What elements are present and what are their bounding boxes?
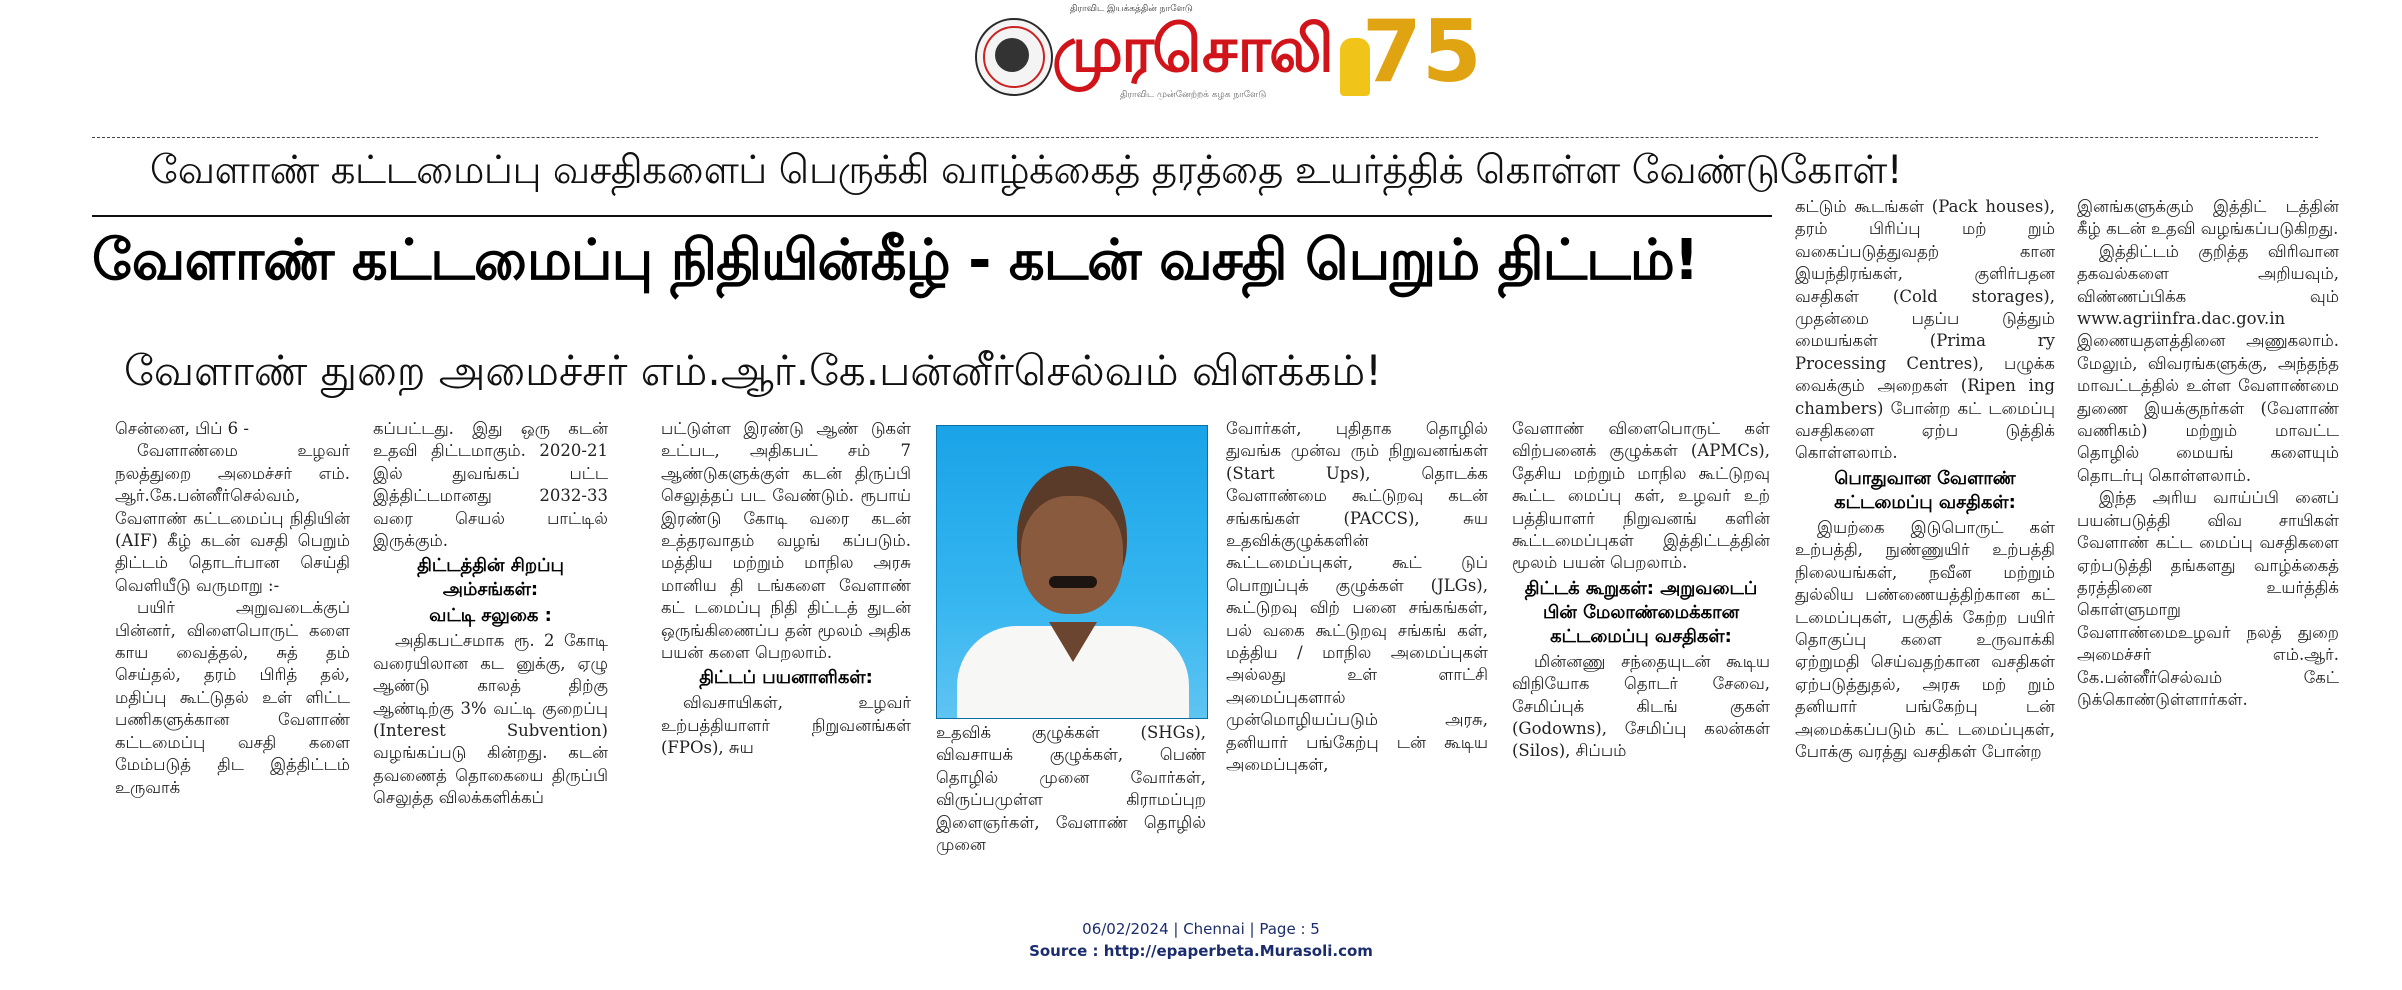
section-heading: வட்டி சலுகை : [429, 605, 552, 627]
article-column-3 [661, 418, 911, 760]
paragraph: பயிர் அறுவடைக்குப் பின்னர், விளைபொருட் களை காய வைத்தல், சுத் தம் செய்தல், தரம் பிரித் தல், மதிப்பு கூட்டுதல் உள் ளிட்ட பணிகளுக்கான வேளாண் கட்டமைப்பு வசதி களை மேம்படுத் திட இத்திட்டம் உருவாக் [115, 598, 350, 797]
paragraph: விவசாயிகள், உழவர் உற்பத்தியாளர் நிறுவனங்கள் (FPOs), சுய [661, 693, 911, 758]
section-heading: திட்டப் பயனாளிகள்: [699, 667, 873, 689]
masthead-subtitle: திராவிட முன்னேற்றக் கழக நாளேடு [1120, 90, 1267, 100]
paragraph: கட்டும் கூடங்கள் (Pack houses), தரம் பிரிப்பு மற் றும் வகைப்படுத்துவதற் கான இயந்திரங்கள், குளிர்பதன வசதிகள் (Cold storages), முதன்மை பதப்ப டுத்தும் மையங்கள் (Prima ry Processing Centres), பழுக்க வைக்கும் அறைகள் (Ripen ing chambers) போன்ற கட் டமைப்பு வசதிகளை ஏற்ப டுத்திக் கொள்ளலாம். [1795, 197, 2055, 463]
masthead-tagline: திராவிட இயக்கத்தின் நாளேடு [1070, 4, 1193, 14]
paragraph: பட்டுள்ள இரண்டு ஆண் டுகள் உட்பட, அதிகபட் சம் 7 ஆண்டுகளுக்குள் கடன் திருப்பி செலுத்தப் பட வேண்டும். ரூபாய் இரண்டு கோடி வரை கடன் உத்தரவாதம் வழங் கப்படும். மத்திய மற்றும் மாநில அரசு மானிய தி டங்களை வேளாண் கட் டமைப்பு நிதி திட்டத் துடன் ஒருங்கிணைப்ப தன் மூலம் அதிக பயன் களை பெறலாம். [661, 419, 911, 663]
article-column-6 [1512, 418, 1770, 763]
kicker-divider [92, 215, 1772, 217]
article-column-1 [115, 418, 350, 799]
newspaper-logo: முரசொலி [1052, 13, 1332, 87]
paragraph: இயற்கை இடுபொருட் கள் உற்பத்தி, நுண்ணுயிர் உற்பத்தி நிலையங்கள், நவீன மற்றும் துல்லிய பண்ணையத்திற்கான கட் டமைப்புகள், பகுதிக் கேற்ற பயிர் தொகுப்பு களை உருவாக்கி ஏற்றுமதி செய்வதற்கான வசதிகள் ஏற்படுத்துதல், அரசு மற் றும் தனியார் பங்கேற்பு டன் அமைக்கப்படும் கட் டமைப்புகள், போக்கு வரத்து வசதிகள் போன்ற [1795, 517, 2055, 761]
paragraph: இந்த அரிய வாய்ப்பி னைப் பயன்படுத்தி விவ சாயிகள் வேளாண் கட்ட மைப்பு வசதிகளை ஏற்படுத்தி தங்களது வாழ்க்கைத் தரத்தினை உயர்த்திக் கொள்ளுமாறு வேளாண்மைஉழவர் நலத் துறை அமைச்சர் எம்.ஆர். கே.பன்னீர்செல்வம் கேட் டுக்கொண்டுள்ளார்கள். [2077, 488, 2339, 709]
paragraph: வேளாண் விளைபொருட் கள் விற்பனைக் குழுக்கள் (APMCs), தேசிய மற்றும் மாநில கூட்டுறவு கூட்ட மைப்பு கள், உழவர் உற் பத்தியாளர் நிறுவனங் களின் கூட்டமைப்புகள் இத்திட்டத்தின் மூலம் பயன் பெறலாம். [1512, 419, 1770, 573]
article-column-2 [373, 418, 608, 810]
paragraph: மின்னணு சந்தையுடன் கூடிய விநியோக தொடர் சேவை, சேமிப்புக் கிடங் குகள் (Godowns), சேமிப்பு கலன்கள் (Silos), சிப்பம் [1512, 651, 1770, 761]
minister-photo [936, 425, 1208, 719]
section-heading: திட்டத்தின் சிறப்பு அம்சங்கள்: [417, 555, 564, 601]
section-heading: பொதுவான வேளாண் கட்டமைப்பு வசதிகள்: [1834, 467, 2016, 513]
page-date-info: 06/02/2024 | Chennai | Page : 5 [1082, 920, 1320, 938]
paragraph: கப்பட்டது. இது ஒரு கடன் உதவி திட்டமாகும். 2020-21 இல் துவங்கப் பட்ட இத்திட்டமானது 2032-33 வரை செயல் பாட்டில் இருக்கும். [373, 419, 608, 551]
anniversary-badge: 75 [1362, 2, 1482, 102]
article-subhead: வேளாண் துறை அமைச்சர் எம்.ஆர்.கே.பன்னீர்செல்வம் விளக்கம்! [124, 346, 1382, 395]
section-heading: திட்டக் கூறுகள்: அறுவடைப் பின் மேலாண்மைக்கான கட்டமைப்பு வசதிகள்: [1524, 577, 1758, 647]
paragraph: இத்திட்டம் குறித்த விரிவான தகவல்களை அறியவும், விண்ணப்பிக்க வும் www.agriinfra.dac.gov.in இணையதளத்தினை அணுகலாம். மேலும், விவரங்களுக்கு, அந்தந்த மாவட்டத்தில் உள்ள வேளாண்மை துணை இயக்குநர்கள் (வேளாண் வணிகம்) மற்றும் மாவட்ட தொழில் மையங் களையும் தொடர்பு கொள்ளலாம். [2077, 241, 2339, 485]
paragraph: உதவிக் குழுக்கள் (SHGs), விவசாயக் குழுக்கள், பெண் தொழில் முனை வோர்கள், விருப்பமுள்ள கிராமப்புற இளைஞர்கள், வேளாண் தொழில் முனை [936, 723, 1206, 855]
paragraph: இனங்களுக்கும் இத்திட் டத்தின் கீழ் கடன் உதவி வழங்கப்படுகிறது. [2077, 197, 2339, 239]
article-column-4 [936, 722, 1206, 856]
masthead-divider [92, 137, 2318, 138]
paragraph: அதிகபட்சமாக ரூ. 2 கோடி வரையிலான கட னுக்கு, ஏழு ஆண்டு காலத் திற்கு ஆண்டிற்கு 3% வட்டி குறைப்பு (Interest Subvention) வழங்கப்படு கின்றது. கடன் தவணைத் தொகையை திருப்பி செலுத்த விலக்களிக்கப் [373, 631, 608, 808]
party-emblem-icon [975, 18, 1053, 96]
paragraph: வேளாண்மை உழவர் நலத்துறை அமைச்சர் எம். ஆர்.கே.பன்னீர்செல்வம், வேளாண் கட்டமைப்பு நிதியின் (AIF) கீழ் கடன் வசதி பெறும் திட்டம் தொடர்பான செய்தி வெளியீடு வருமாறு :- [115, 441, 350, 595]
article-column-5 [1226, 418, 1488, 777]
paragraph: வோர்கள், புதிதாக தொழில் துவங்க முன்வ ரும் நிறுவனங்கள் (Start Ups), தொடக்க வேளாண்மை கூட்டுறவு கடன் சங்கங்கள் (PACCS), சுய உதவிக்குழுக்களின் கூட்டமைப்புகள், கூட் டுப் பொறுப்புக் குழுக்கள் (JLGs), கூட்டுறவு விற் பனை சங்கங்கள், பல் வகை கூட்டுறவு சங்கங் கள், மத்திய / மாநில அமைப்புகள் அல்லது உள் ளாட்சி அமைப்புகளால் முன்மொழியப்படும் அரசு, தனியார் பங்கேற்பு டன் கூடிய அமைப்புகள், [1226, 419, 1488, 775]
article-kicker: வேளாண் கட்டமைப்பு வசதிகளைப் பெருக்கி வாழ்க்கைத் தரத்தை உயர்த்திக் கொள்ள வேண்டுகோள்! [150, 148, 1902, 193]
article-headline: வேளாண் கட்டமைப்பு நிதியின்கீழ் - கடன் வசதி பெறும் திட்டம்! [92, 228, 1699, 293]
article-column-8 [2077, 196, 2339, 711]
paragraph: சென்னை, பிப் 6 - [115, 419, 249, 438]
source-url[interactable]: Source : http://epaperbeta.Murasoli.com [1029, 942, 1373, 960]
article-column-7 [1795, 196, 2055, 763]
